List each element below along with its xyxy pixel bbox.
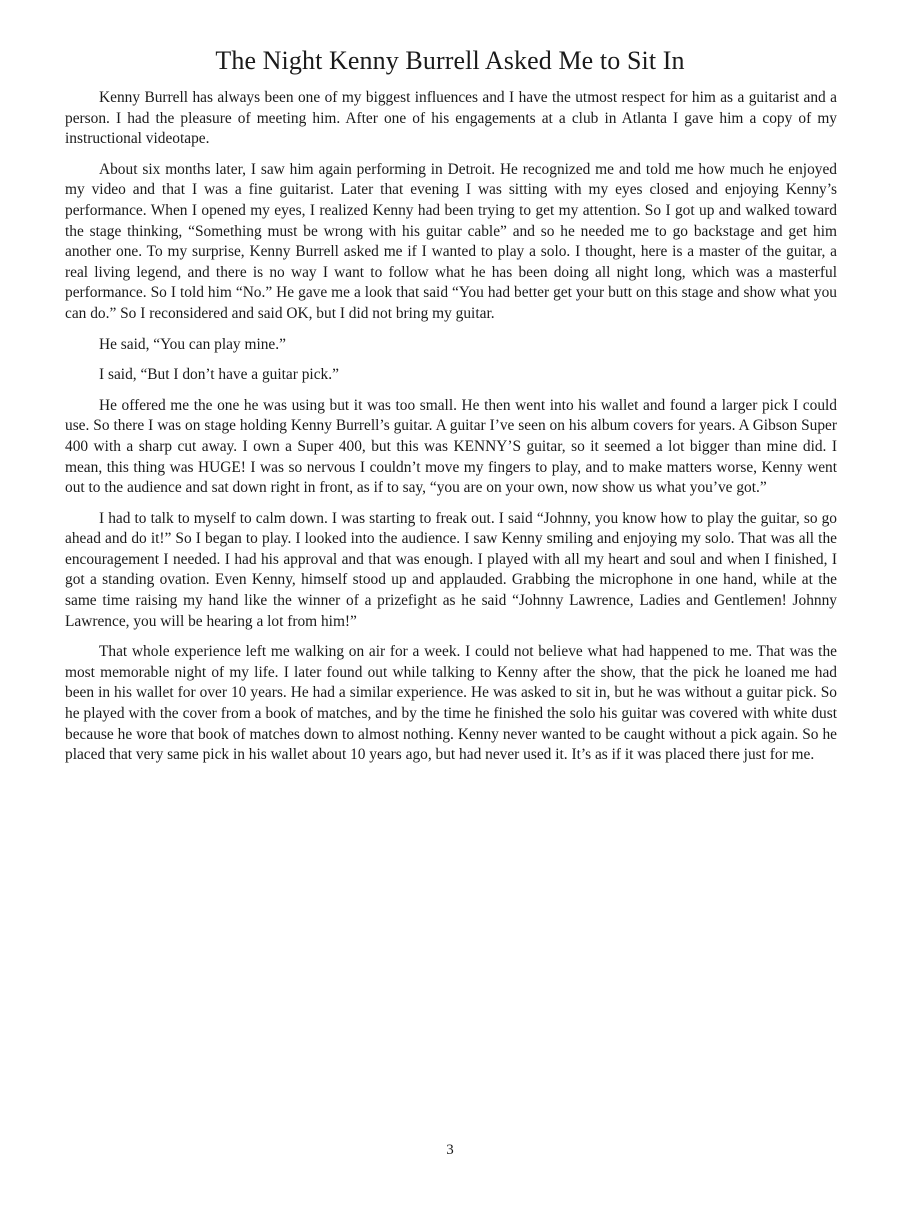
page-number: 3: [446, 1142, 454, 1158]
paragraph-intro: Kenny Burrell has always been one of my biggest influences and I have the utmost respect for him as a guitarist and a person. I had the pleasure of meeting him. After one of his engagements at a club in Atlanta I gave him a copy of my instructional videotape.: [65, 89, 837, 148]
page-title: The Night Kenny Burrell Asked Me to Sit In: [215, 46, 685, 75]
paragraph-guitar-pick: He offered me the one he was using but it was too small. He then went into his wallet and found a larger pick I could use. So there I was on stage holding Kenny Burrell’s guitar. A guitar I’ve seen on his album covers for years. A Gibson Super 400 with a sharp cut away. I own a Super 400, but this was KENNY’S guitar, so it seemed a lot bigger than mine did. I mean, this thing was HUGE! I was so nervous I couldn’t move my fingers to play, and to make matters worse, Kenny went out to the audience and sat down right in front, as if to say, “you are on your own, now show us what you’ve got.”: [65, 396, 837, 497]
paragraph-i-said: I said, “But I don’t have a guitar pick.”: [99, 366, 339, 384]
paragraph-solo: I had to talk to myself to calm down. I was starting to freak out. I said “Johnny, you know how to play the guitar, so go ahead and do it!” So I began to play. I looked into the audience. I saw Kenny smiling and enjoying my solo. That was all the encouragement I needed. I had his approval and that was enough. I played with all my heart and soul and when I finished, I got a standing ovation. Even Kenny, himself stood up and applauded. Grabbing the microphone in one hand, while at the same time raising my hand like the winner of a prizefight as he said “Johnny Lawrence, Ladies and Gentlemen! Johnny Lawrence, you will be hearing a lot from him!”: [65, 509, 837, 630]
paragraph-experience: That whole experience left me walking on air for a week. I could not believe what had happened to me. That was the most memorable night of my life. I later found out while talking to Kenny after the show, that the pick he loaned me had been in his wallet for over 10 years. He had a similar experience. He was asked to sit in, but he was without a guitar pick. So he played with the cover from a book of matches, and by the time he finished the solo his guitar was covered with white dust because he wore that book of matches down to almost nothing. Kenny never wanted to be caught without a pick again. So he placed that very same pick in his wallet about 10 years ago, but had never used it. It’s as if it was placed there just for me.: [65, 643, 837, 764]
paragraph-detroit: About six months later, I saw him again performing in Detroit. He recognized me and told me how much he enjoyed my video and that I was a fine guitarist. Later that evening I was sitting with my eyes closed and enjoying Kenny’s performance. When I opened my eyes, I realized Kenny had been trying to get my attention. So I got up and walked toward the stage thinking, “Something must be wrong with his guitar cable” and so he needed me to go backstage and get him another one. To my surprise, Kenny Burrell asked me if I wanted to play a solo. I thought, here is a master of the guitar, a real living legend, and there is no way I want to follow what he has been doing all night long, which was a masterful performance. So I told him “No.” He gave me a look that said “You had better get your butt on this stage and show what you can do.” So I reconsidered and said OK, but I did not bring my guitar.: [65, 160, 837, 322]
article-body: [65, 88, 837, 776]
paragraph-he-said: He said, “You can play mine.”: [99, 335, 286, 353]
